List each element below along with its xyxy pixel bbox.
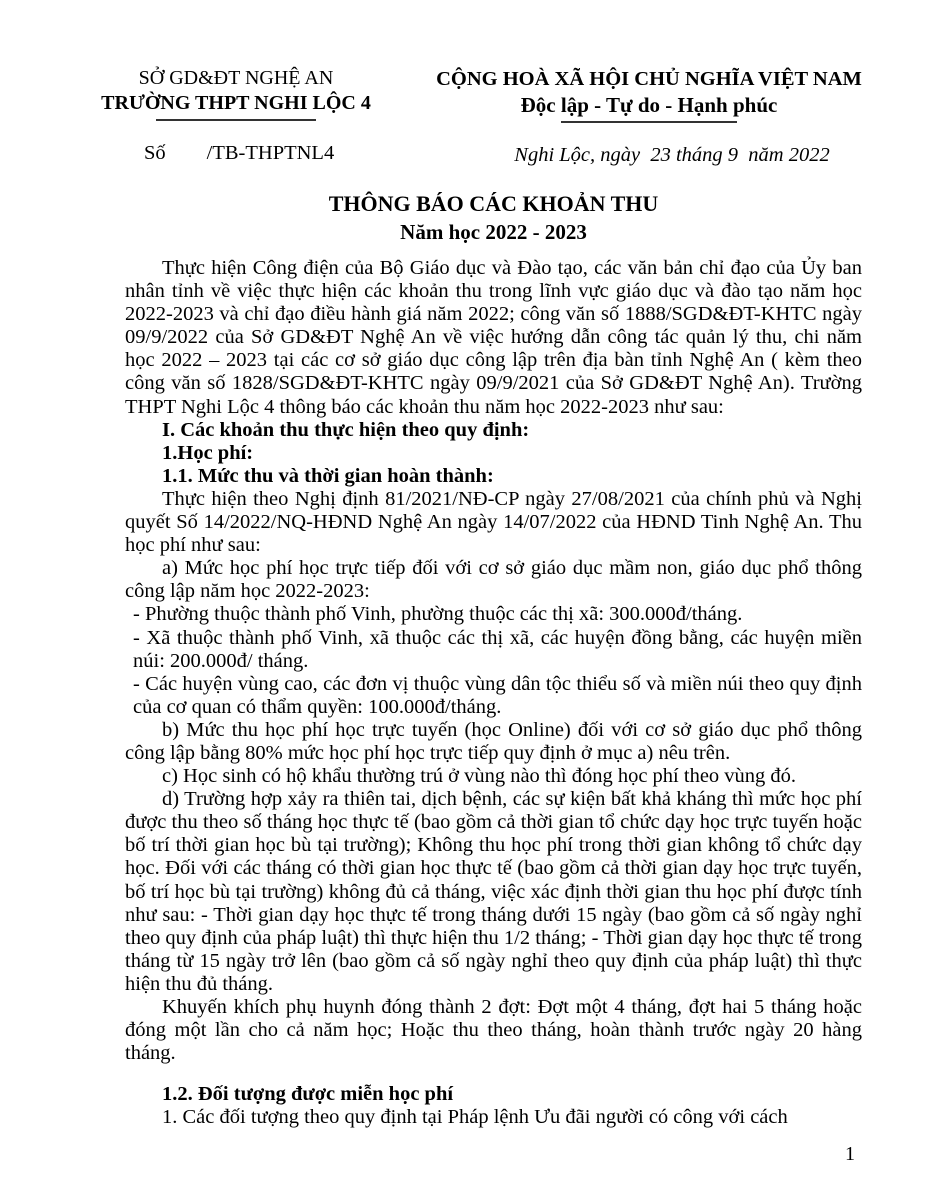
country-title: CỘNG HOÀ XÃ HỘI CHỦ NGHĨA VIỆT NAM (436, 68, 862, 90)
section-1-1-heading: 1.1. Mức thu và thời gian hoàn thành: (162, 464, 494, 487)
department-name: SỞ GD&ĐT NGHỆ AN (138, 67, 334, 89)
page-number: 1 (845, 1143, 855, 1165)
section-1-2-heading: 1.2. Đối tượng được miễn học phí (162, 1083, 454, 1106)
fee-zone-3: - Các huyện vùng cao, các đơn vị thuộc vùng dân tộc thiểu số và miền núi theo quy định của cơ quan có thẩm quyền: 100.000đ/tháng. (133, 672, 862, 718)
payment-schedule-paragraph: Khuyến khích phụ huynh đóng thành 2 đợt: Đợt một 4 tháng, đợt hai 5 tháng hoặc đóng một lần cho cả năm học; Hoặc thu theo tháng, hoàn thành trước ngày 20 hàng tháng. (125, 996, 862, 1065)
national-motto-block (424, 66, 874, 168)
section-1-heading: 1.Học phí: (162, 441, 254, 464)
item-a-paragraph: a) Mức học phí học trực tiếp đối với cơ sở giáo dục mầm non, giáo dục phổ thông công lập năm học 2022-2023: (125, 557, 862, 603)
national-motto: Độc lập - Tự do - Hạnh phúc (520, 93, 778, 117)
issuing-authority-block (86, 66, 386, 166)
school-name-underline (156, 119, 316, 121)
section-I-heading: I. Các khoản thu thực hiện theo quy định: (162, 418, 530, 441)
place-and-date: Nghi Lộc, ngày 23 tháng 9 năm 2022 (514, 144, 830, 166)
document-number: Số /TB-THPTNL4 (144, 142, 335, 164)
exemption-paragraph: 1. Các đối tượng theo quy định tại Pháp lệnh Ưu đãi người có công với cách (162, 1106, 788, 1129)
item-c-paragraph: c) Học sinh có hộ khẩu thường trú ở vùng nào thì đóng học phí theo vùng đó. (162, 765, 797, 788)
intro-paragraph: Thực hiện Công điện của Bộ Giáo dục và Đào tạo, các văn bản chỉ đạo của Ủy ban nhân tỉnh về việc thực hiện các khoản thu trong lĩnh vực giáo dục và đào tạo năm học 2022-2023 và chỉ đạo điều hành giá năm 2022; công văn số 1888/SGD&ĐT-KHTC ngày 09/9/2022 của Sở GD&ĐT Nghệ An về việc hướng dẫn công tác quản lý thu, chi năm học 2022 – 2023 tại các cơ sở giáo dục công lập trên địa bàn tỉnh Nghệ An ( kèm theo công văn số 1828/SGD&ĐT-KHTC ngày 09/9/2021 của Sở GD&ĐT Nghệ An). Trường THPT Nghi Lộc 4 thông báo các khoản thu năm học 2022-2023 như sau: (125, 257, 862, 418)
fee-zone-1: - Phường thuộc thành phố Vinh, phường thuộc các thị xã: 300.000đ/tháng. (133, 603, 743, 626)
document-title: THÔNG BÁO CÁC KHOẢN THU (328, 191, 659, 216)
motto-underline (561, 121, 737, 123)
fee-zone-2: - Xã thuộc thành phố Vinh, xã thuộc các thị xã, các huyện đồng bằng, các huyện miền núi: 200.000đ/ tháng. (133, 626, 862, 672)
legal-basis-paragraph: Thực hiện theo Nghị định 81/2021/NĐ-CP ngày 27/08/2021 của chính phủ và Nghị quyết Số 14/2022/NQ-HĐND Nghệ An ngày 14/07/2022 của HĐND Tinh Nghệ An. Thu học phí như sau: (125, 487, 862, 557)
item-d-paragraph: d) Trường hợp xảy ra thiên tai, dịch bệnh, các sự kiện bất khả kháng thì mức học phí được thu theo số tháng học thực tế (bao gồm cả thời gian tổ chức dạy học trực tuyến hoặc bố trí thời gian học bù tại trường); Không thu học phí trong thời gian không tổ chức dạy học. Đối với các tháng có thời gian học thực tế (bao gồm cả thời gian dạy học trực tuyến, bố trí học bù tại trường) không đủ cả tháng, việc xác định thời gian thu học phí được tính như sau: - Thời gian dạy học thực tế trong tháng dưới 15 ngày (bao gồm cả số ngày nghỉ theo quy định của pháp luật) thì thực hiện thu 1/2 tháng; - Thời gian dạy học thực tế trong tháng từ 15 ngày trở lên (bao gồm cả số ngày nghỉ theo quy định của pháp luật) thì thực hiện thu đủ tháng. (125, 788, 862, 995)
item-b-paragraph: b) Mức thu học phí học trực tuyến (học Online) đối với cơ sở giáo dục phổ thông công lập bằng 80% mức học phí học trực tiếp quy định ở mục a) nêu trên. (125, 718, 862, 764)
document-body (125, 257, 862, 1129)
document-title-block (125, 190, 862, 246)
document-subtitle: Năm học 2022 - 2023 (400, 220, 587, 244)
school-name: TRƯỜNG THPT NGHI LỘC 4 (101, 92, 371, 114)
